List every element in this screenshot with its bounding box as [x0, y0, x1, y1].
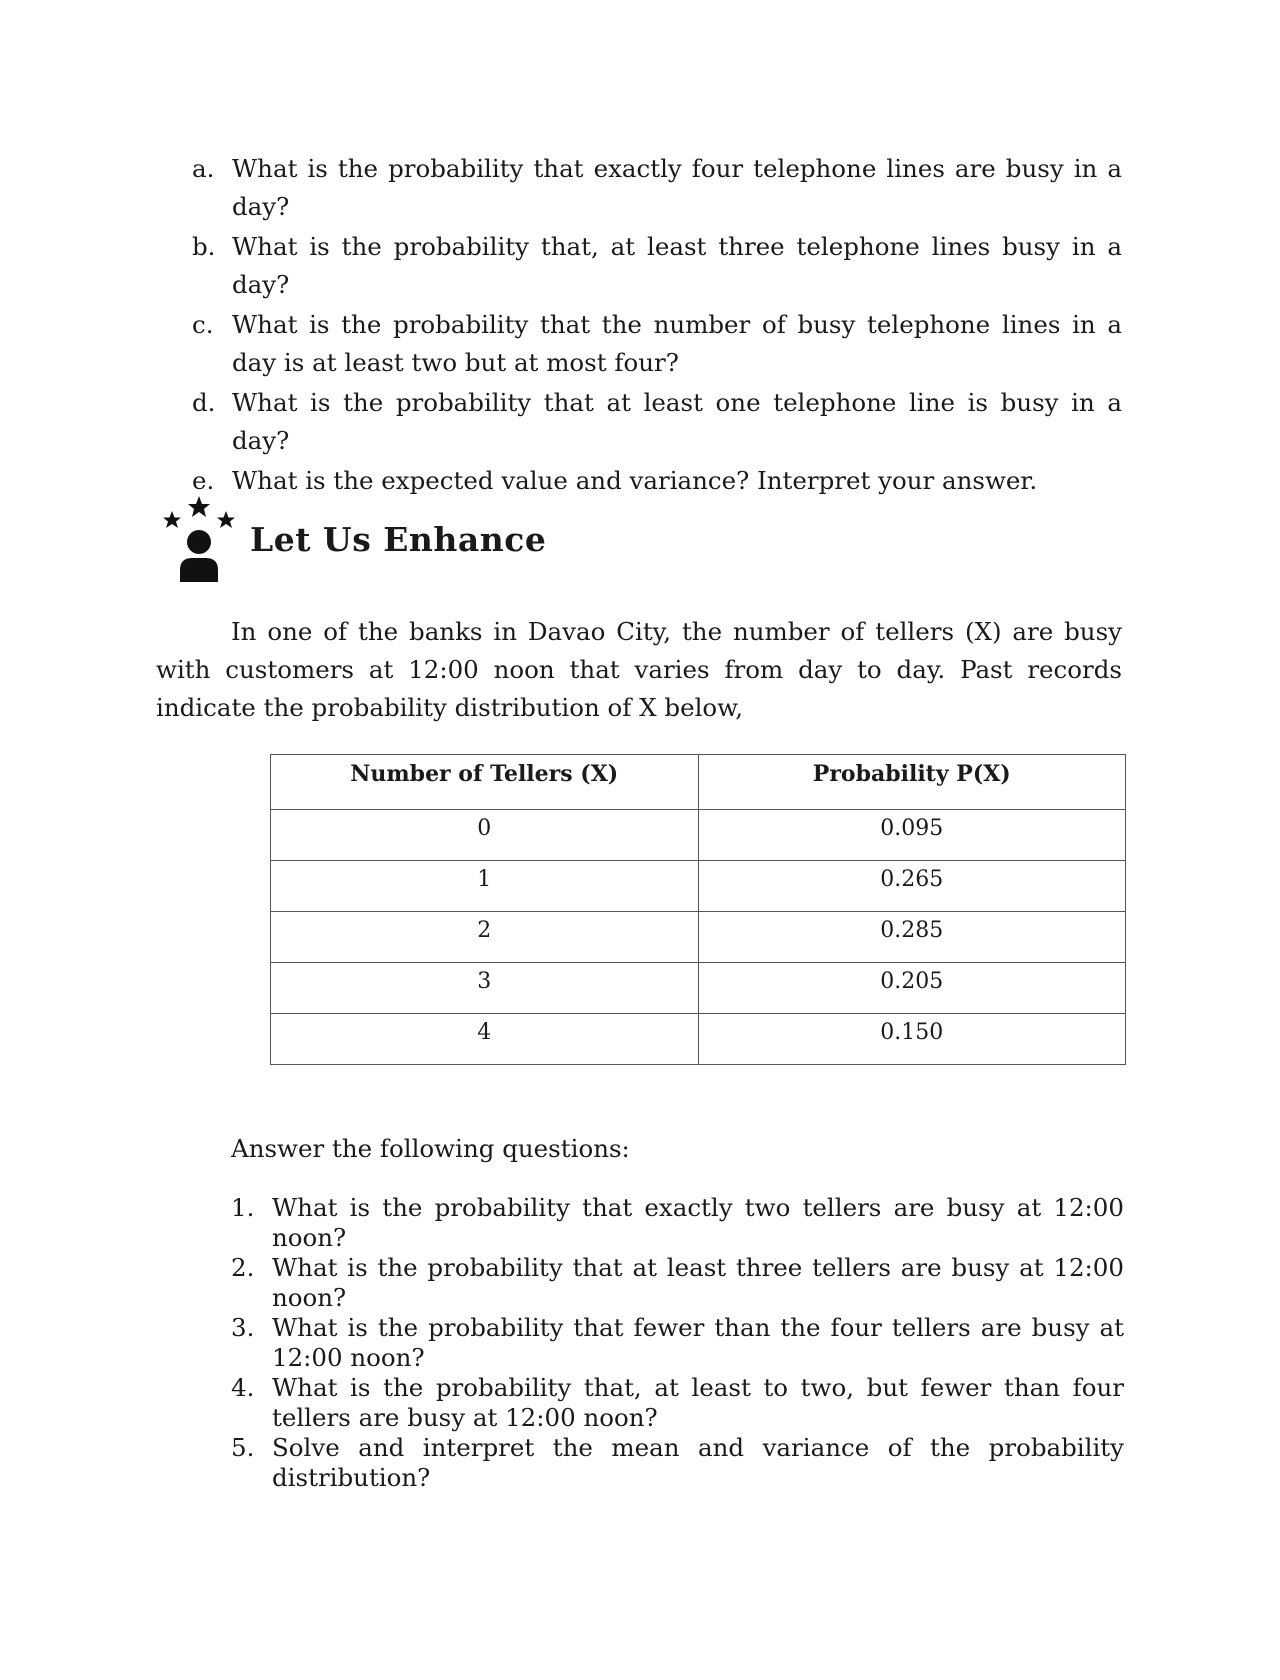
list-item: [192, 306, 1122, 382]
question-text: What is the probability that at least three tellers are busy at 12:00 noon?: [272, 1253, 1124, 1312]
table-cell: 0.150: [698, 1014, 1126, 1065]
question-text: What is the expected value and variance? Interpret your answer.: [232, 466, 1038, 495]
list-marker: 4.: [231, 1373, 255, 1402]
table-cell: 0.095: [698, 810, 1126, 861]
list-marker: b.: [192, 232, 216, 261]
column-header: Probability P(X): [698, 755, 1126, 810]
question-text: What is the probability that, at least three telephone lines busy in a day?: [232, 232, 1122, 299]
intro-paragraph: In one of the banks in Davao City, the number of tellers (X) are busy with customers at 12:00 noon that varies from day to day. Past records indicate the probability distribution of X below,: [156, 617, 1122, 722]
list-item: [231, 1433, 1124, 1493]
table-cell: 4: [271, 1014, 699, 1065]
column-header: Number of Tellers (X): [271, 755, 699, 810]
question-text: What is the probability that exactly two tellers are busy at 12:00 noon?: [272, 1193, 1124, 1252]
question-text: What is the probability that fewer than the four tellers are busy at 12:00 noon?: [272, 1313, 1124, 1372]
table-cell: 0.265: [698, 861, 1126, 912]
person-with-stars-icon: [160, 496, 238, 582]
table-row: [271, 810, 1126, 861]
section-header: [160, 496, 546, 582]
list-item: [231, 1313, 1124, 1373]
lettered-question-list: [192, 150, 1122, 502]
table-cell: 1: [271, 861, 699, 912]
list-marker: e.: [192, 466, 215, 495]
probability-distribution-table: [270, 754, 1126, 1065]
table-header-row: [271, 755, 1126, 810]
question-text: What is the probability that at least one telephone line is busy in a day?: [232, 388, 1122, 455]
list-marker: 2.: [231, 1253, 255, 1282]
table-row: [271, 963, 1126, 1014]
list-marker: c.: [192, 310, 214, 339]
table-cell: 0.285: [698, 912, 1126, 963]
table-row: [271, 1014, 1126, 1065]
numbered-question-list: [231, 1193, 1124, 1493]
table-row: [271, 861, 1126, 912]
table-cell: 0.205: [698, 963, 1126, 1014]
table-row: [271, 912, 1126, 963]
list-marker: d.: [192, 388, 216, 417]
list-item: [231, 1193, 1124, 1253]
section-title: Let Us Enhance: [250, 519, 547, 559]
question-text: Solve and interpret the mean and variance of the probability distribution?: [272, 1433, 1124, 1492]
table-cell: 0: [271, 810, 699, 861]
question-text: What is the probability that, at least to two, but fewer than four tellers are busy at 12:00 noon?: [272, 1373, 1124, 1432]
list-marker: a.: [192, 154, 215, 183]
question-text: What is the probability that the number of busy telephone lines in a day is at least two but at most four?: [232, 310, 1122, 377]
list-item: [231, 1373, 1124, 1433]
list-item: [192, 228, 1122, 304]
table-cell: 3: [271, 963, 699, 1014]
answer-prompt: Answer the following questions:: [231, 1134, 630, 1163]
list-marker: 5.: [231, 1433, 255, 1462]
question-text: What is the probability that exactly four telephone lines are busy in a day?: [232, 154, 1122, 221]
list-item: [192, 384, 1122, 460]
list-item: [192, 462, 1122, 500]
list-marker: 1.: [231, 1193, 255, 1222]
list-marker: 3.: [231, 1313, 255, 1342]
list-item: [231, 1253, 1124, 1313]
list-item: [192, 150, 1122, 226]
table-cell: 2: [271, 912, 699, 963]
